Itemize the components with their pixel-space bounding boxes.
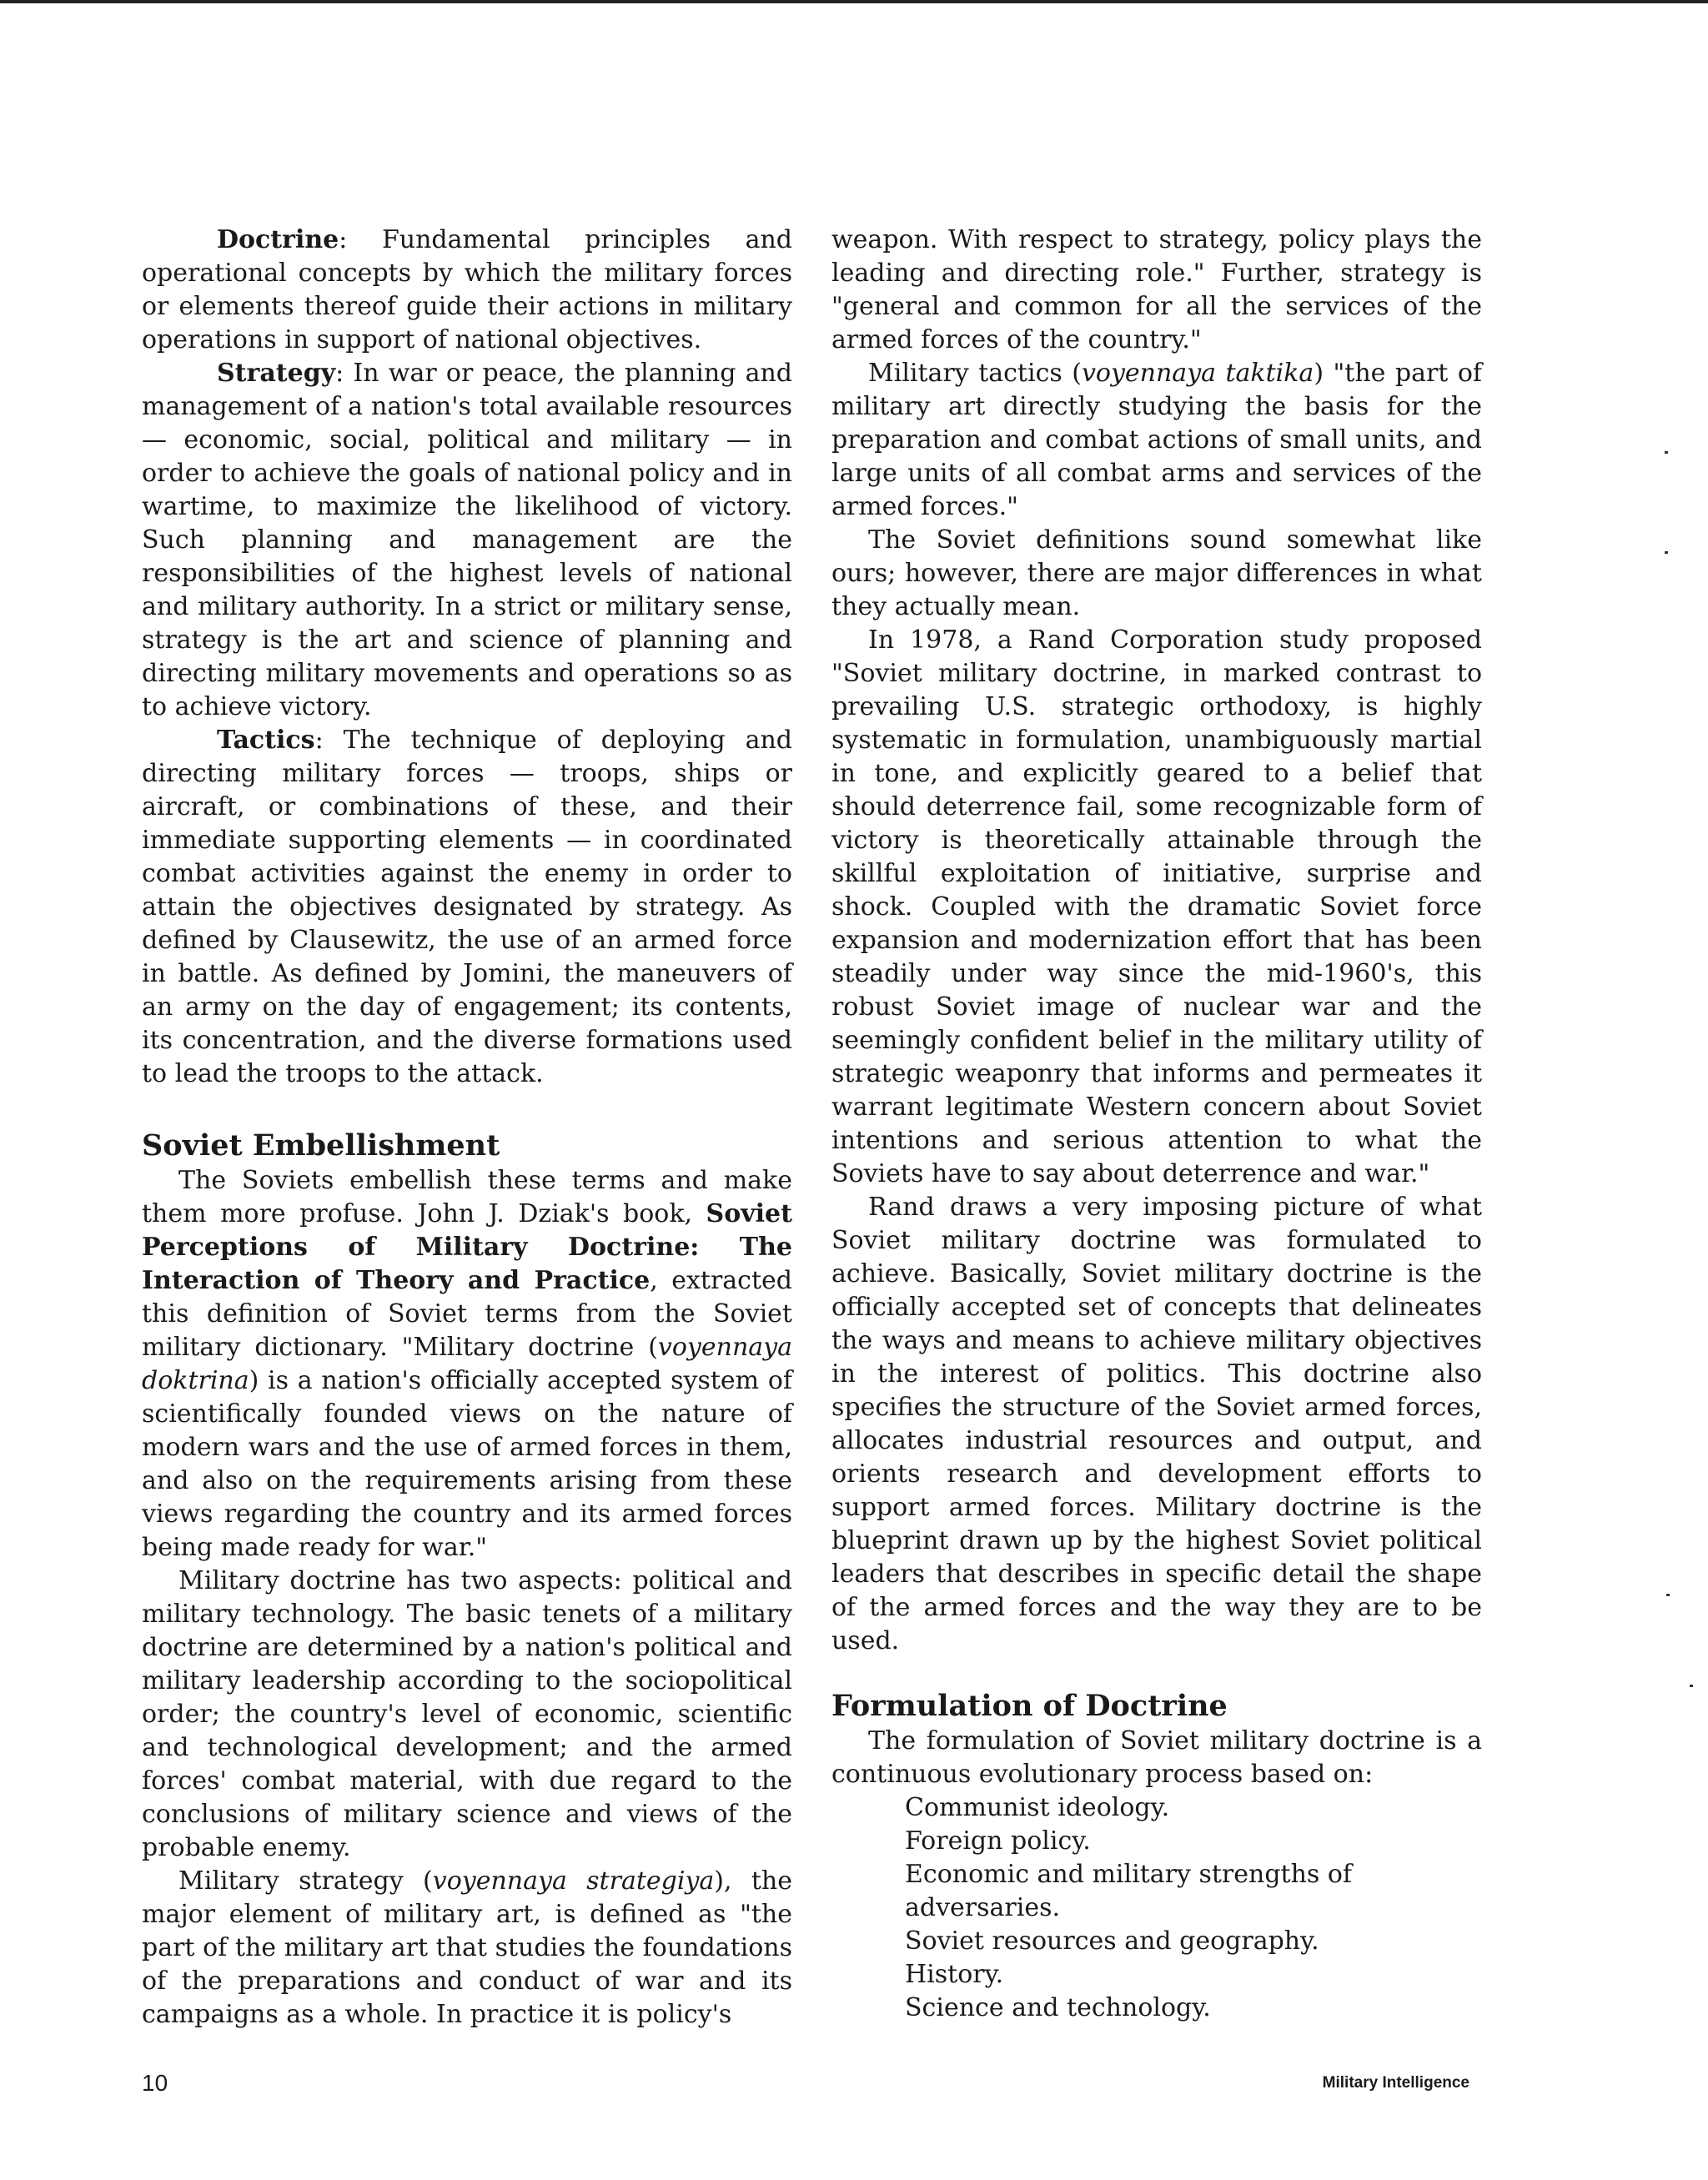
doctrine-term: Doctrine: [217, 225, 339, 254]
strategy-term: Strategy: [217, 359, 336, 388]
scan-speck: [1690, 1685, 1693, 1687]
publication-name: Military Intelligence: [1322, 2074, 1469, 2092]
strategy-definition: [142, 357, 792, 724]
formulation-paragraph: The formulation of Soviet military doctrine is a continuous evolutionary process based on:: [831, 1726, 1482, 1789]
list-item: History.: [905, 1960, 1004, 1989]
soviet-paragraph-3: [142, 1865, 792, 2032]
doctrine-definition: [142, 224, 792, 357]
text-run: Military strategy (: [178, 1866, 433, 1896]
text-run: ), the major element of military art, is defined as "the part of the military art that studies the foundations of the preparations and conduct of war and its campaigns as a whole. In practice it is policy's: [142, 1866, 792, 2029]
text-run: Military tactics (: [868, 359, 1082, 388]
list-item: Soviet resources and geography.: [905, 1926, 1319, 1956]
book-title: Soviet Perceptions of Military Doctrine: The Interaction of Theory and Practice: [142, 1199, 792, 1295]
russian-term: voyennaya strategiya: [432, 1866, 715, 1896]
right-paragraph-3: The Soviet definitions sound somewhat like ours; however, there are major differences in what they actually mean.: [831, 525, 1482, 621]
right-paragraph-2: [831, 357, 1482, 524]
scan-speck: [1666, 1594, 1670, 1596]
soviet-embellishment-heading: Soviet Embellishment: [142, 1128, 500, 1163]
scan-speck: [1665, 451, 1668, 454]
scan-speck: [1665, 551, 1668, 554]
list-item: Science and technology.: [905, 1993, 1211, 2022]
tactics-term: Tactics: [217, 726, 315, 755]
text-run: , extracted this definition of Soviet terms from the Soviet military dictionary. "Military doctrine (: [142, 1266, 792, 1362]
right-paragraph-1: weapon. With respect to strategy, policy plays the leading and directing role." Further, strategy is "general and common for all the services of the armed forces of the country.": [831, 225, 1482, 354]
soviet-paragraph-1: [142, 1164, 792, 1565]
page-number: 10: [142, 2070, 168, 2096]
tactics-text: : The technique of deploying and directing military forces — troops, ships or aircraft, or combinations of these, and their immediate supporting elements — in coordinated combat activities against the enemy in order to attain the objectives designated by strategy. As defined by Clausewitz, the use of an armed force in battle. As defined by Jomini, the maneuvers of an army on the day of engagement; its contents, its concentration, and the diverse formations used to lead the troops to the attack.: [142, 726, 792, 1088]
left-column: [142, 224, 792, 2032]
list-item: Foreign policy.: [905, 1826, 1091, 1856]
russian-term: voyennaya taktika: [1081, 359, 1314, 388]
doctrine-text: : Fundamental principles and operational concepts by which the military forces or elements thereof guide their actions in military operations in support of national objectives.: [142, 225, 792, 354]
right-column: [831, 224, 1482, 2025]
tactics-definition: [142, 724, 792, 1091]
text-run: ) "the part of military art directly studying the basis for the preparation and combat actions of small units, and large units of all combat arms and services of the armed forces.": [831, 359, 1482, 521]
text-run: The Soviets embellish these terms and make them more profuse. John J. Dziak's book,: [142, 1166, 792, 1228]
formulation-heading: Formulation of Doctrine: [831, 1689, 1228, 1723]
strategy-text: : In war or peace, the planning and management of a nation's total available resources — economic, social, political and military — in order to achieve the goals of national policy and in wartime, to maximize the likelihood of victory. Such planning and management are the responsibilities of the highest levels of national and military authority. In a strict or military sense, strategy is the art and science of planning and directing military movements and operations so as to achieve victory.: [142, 359, 792, 721]
right-paragraph-5: Rand draws a very imposing picture of what Soviet military doctrine was formulated to achieve. Basically, Soviet military doctrine is the officially accepted set of concepts that delineates the ways and means to achieve military objectives in the interest of politics. This doctrine also specifies the structure of the Soviet armed forces, allocates industrial resources and output, and orients research and development efforts to support armed forces. Military doctrine is the blueprint drawn up by the highest Soviet political leaders that describes in specific detail the shape of the armed forces and the way they are to be used.: [831, 1193, 1482, 1655]
soviet-paragraph-2: Military doctrine has two aspects: political and military technology. The basic tenets of a military doctrine are determined by a nation's political and military leadership according to the sociopolitical order; the country's level of economic, scientific and technological development; and the armed forces' combat material, with due regard to the conclusions of military science and views of the probable enemy.: [142, 1566, 792, 1862]
list-item: Economic and military strengths of adversaries.: [905, 1860, 1353, 1922]
right-paragraph-4: In 1978, a Rand Corporation study proposed "Soviet military doctrine, in marked contrast to prevailing U.S. strategic orthodoxy, is highly systematic in formulation, unambiguously martial in tone, and explicitly geared to a belief that should deterrence fail, some recognizable form of victory is theoretically attainable through the skillful exploitation of initiative, surprise and shock. Coupled with the dramatic Soviet force expansion and modernization effort that has been steadily under way since the mid-1960's, this robust Soviet image of nuclear war and the seemingly confident belief in the military utility of strategic weaponry that informs and permeates it warrant legitimate Western concern about Soviet intentions and serious attention to what the Soviets have to say about deterrence and war.": [831, 625, 1482, 1188]
text-run: ) is a nation's officially accepted system of scientifically founded views on the nature of modern wars and the use of armed forces in them, and also on the requirements arising from these views regarding the country and its armed forces being made ready for war.": [142, 1366, 792, 1562]
formulation-list: [831, 1791, 1482, 2025]
list-item: Communist ideology.: [905, 1793, 1170, 1822]
russian-term: voyennaya doktrina: [142, 1333, 792, 1395]
